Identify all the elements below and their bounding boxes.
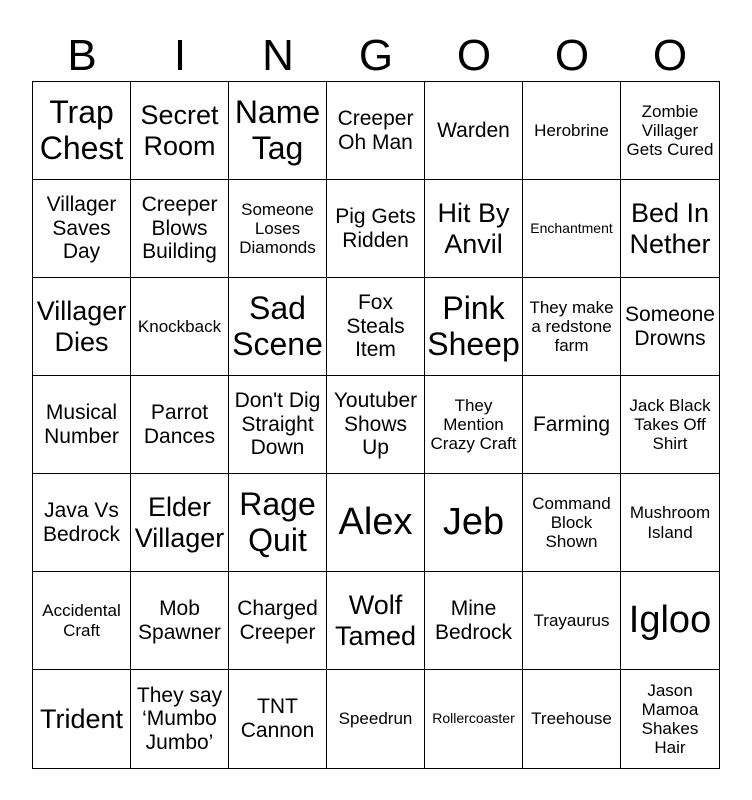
bingo-cell[interactable] [327, 82, 425, 180]
bingo-cell[interactable] [131, 670, 229, 768]
bingo-cell[interactable] [425, 474, 523, 572]
bingo-cell-label: Trap Chest [39, 93, 124, 166]
bingo-cell-label: Someone Loses Diamonds [239, 199, 316, 258]
bingo-cell[interactable] [327, 670, 425, 768]
bingo-cell-label: Pig Gets Ridden [335, 204, 416, 252]
bingo-cell-label: Mushroom Island [629, 503, 711, 542]
header-letter-n: N [262, 31, 294, 80]
bingo-cell[interactable] [327, 474, 425, 572]
bingo-cell[interactable] [523, 474, 621, 572]
bingo-cell[interactable] [229, 82, 327, 180]
bingo-cell[interactable] [425, 278, 523, 376]
bingo-cell-label: Villager Saves Day [46, 193, 117, 264]
bingo-cell[interactable] [229, 278, 327, 376]
bingo-cell-label: TNT Cannon [240, 695, 315, 742]
bingo-cell-label: Zombie Villager Gets Cured [626, 101, 714, 160]
bingo-cell[interactable] [425, 670, 523, 768]
bingo-cell-label: Jack Black Takes Off Shirt [629, 395, 711, 454]
bingo-cell-label: Rollercoaster [432, 710, 515, 727]
bingo-cell[interactable] [33, 82, 131, 180]
bingo-cell-label: Alex [338, 501, 413, 544]
header-letter-b: B [67, 31, 97, 80]
bingo-cell[interactable] [523, 278, 621, 376]
bingo-cell[interactable] [621, 572, 719, 670]
bingo-cell-label: Enchantment [530, 219, 613, 236]
bingo-cell[interactable] [621, 180, 719, 278]
bingo-cell-label: Creeper Blows Building [141, 193, 218, 264]
bingo-cell-label: Jason Mamoa Shakes Hair [641, 680, 699, 758]
bingo-cell[interactable] [523, 82, 621, 180]
bingo-cell-label: Command Block Shown [532, 493, 611, 552]
bingo-cell-label: Herobrine [534, 120, 609, 140]
header-letter-o-2: O [554, 31, 590, 80]
bingo-cell[interactable] [425, 180, 523, 278]
bingo-cell-label: Trident [39, 703, 124, 734]
bingo-cell-label: Farming [532, 412, 611, 436]
bingo-cell-label: Warden [437, 118, 510, 142]
bingo-cell[interactable] [425, 82, 523, 180]
bingo-cell-label: Jeb [442, 501, 505, 544]
bingo-cell-label: Mine Bedrock [434, 596, 513, 644]
bingo-cell[interactable] [621, 376, 719, 474]
bingo-cell-label: Sad Scene [232, 289, 323, 362]
bingo-cell[interactable] [131, 474, 229, 572]
bingo-cell[interactable] [425, 376, 523, 474]
header-letter-o-3: O [652, 31, 688, 80]
bingo-cell-label: Mob Spawner [138, 596, 221, 644]
bingo-header [33, 30, 719, 82]
bingo-cell[interactable] [131, 180, 229, 278]
header-letter-g: G [358, 31, 394, 80]
bingo-cell-label: They make a redstone farm [529, 297, 614, 356]
bingo-cell[interactable] [229, 474, 327, 572]
bingo-cell[interactable] [523, 376, 621, 474]
bingo-cell[interactable] [33, 180, 131, 278]
bingo-cell[interactable] [131, 572, 229, 670]
bingo-cell[interactable] [523, 572, 621, 670]
bingo-cell[interactable] [229, 180, 327, 278]
bingo-cell-label: Hit By Anvil [437, 198, 510, 259]
bingo-cell-label: Parrot Dances [143, 400, 216, 448]
bingo-cell-label: Musical Number [44, 400, 119, 448]
bingo-cell[interactable] [523, 180, 621, 278]
bingo-cell[interactable] [131, 376, 229, 474]
bingo-cell[interactable] [33, 474, 131, 572]
bingo-cell[interactable] [425, 572, 523, 670]
bingo-cell-label: Accidental Craft [42, 601, 121, 640]
bingo-cell-label: Creeper Oh Man [337, 106, 414, 154]
bingo-cell[interactable] [229, 670, 327, 768]
bingo-cell[interactable] [621, 474, 719, 572]
bingo-cell[interactable] [621, 670, 719, 768]
bingo-cell-label: Knockback [137, 316, 222, 336]
bingo-cell-label: Elder Villager [134, 492, 225, 553]
bingo-cell[interactable] [33, 572, 131, 670]
bingo-cell[interactable] [33, 376, 131, 474]
bingo-cell[interactable] [327, 278, 425, 376]
bingo-cell-label: Villager Dies [36, 296, 127, 357]
bingo-cell[interactable] [621, 82, 719, 180]
bingo-board [32, 81, 720, 769]
bingo-cell-label: Wolf Tamed [334, 590, 417, 651]
bingo-cell[interactable] [229, 376, 327, 474]
bingo-cell-label: Speedrun [338, 709, 413, 729]
bingo-cell-label: Treehouse [531, 709, 612, 729]
bingo-cell-label: Charged Creeper [237, 596, 318, 644]
bingo-cell-label: They say ‘Mumbo Jumbo’ [136, 683, 223, 754]
bingo-cell-label: Don't Dig Straight Down [234, 389, 321, 460]
bingo-cell[interactable] [327, 376, 425, 474]
bingo-cell[interactable] [229, 572, 327, 670]
header-letter-o-1: O [456, 31, 492, 80]
bingo-cell-label: Igloo [628, 599, 712, 642]
bingo-cell[interactable] [621, 278, 719, 376]
bingo-cell-label: Bed In Nether [629, 198, 711, 259]
bingo-cell[interactable] [33, 278, 131, 376]
bingo-cell[interactable] [33, 670, 131, 768]
bingo-cell-label: Java Vs Bedrock [42, 498, 121, 546]
bingo-cell-label: Someone Drowns [625, 302, 715, 350]
bingo-cell[interactable] [523, 670, 621, 768]
bingo-cell-label: Trayaurus [533, 610, 610, 630]
header-letter-i: I [173, 31, 187, 80]
bingo-cell-label: Fox Steals Item [346, 291, 405, 362]
bingo-cell-label: Secret Room [140, 100, 219, 161]
bingo-cell-label: Rage Quit [239, 485, 316, 558]
bingo-cell[interactable] [131, 82, 229, 180]
bingo-cell[interactable] [131, 278, 229, 376]
bingo-cell-label: They Mention Crazy Craft [430, 395, 517, 454]
bingo-cell-label: Pink Sheep [427, 289, 520, 362]
bingo-cell-label: Youtuber Shows Up [333, 389, 418, 460]
bingo-cell[interactable] [327, 572, 425, 670]
bingo-cell-label: Name Tag [234, 93, 321, 166]
bingo-cell[interactable] [327, 180, 425, 278]
